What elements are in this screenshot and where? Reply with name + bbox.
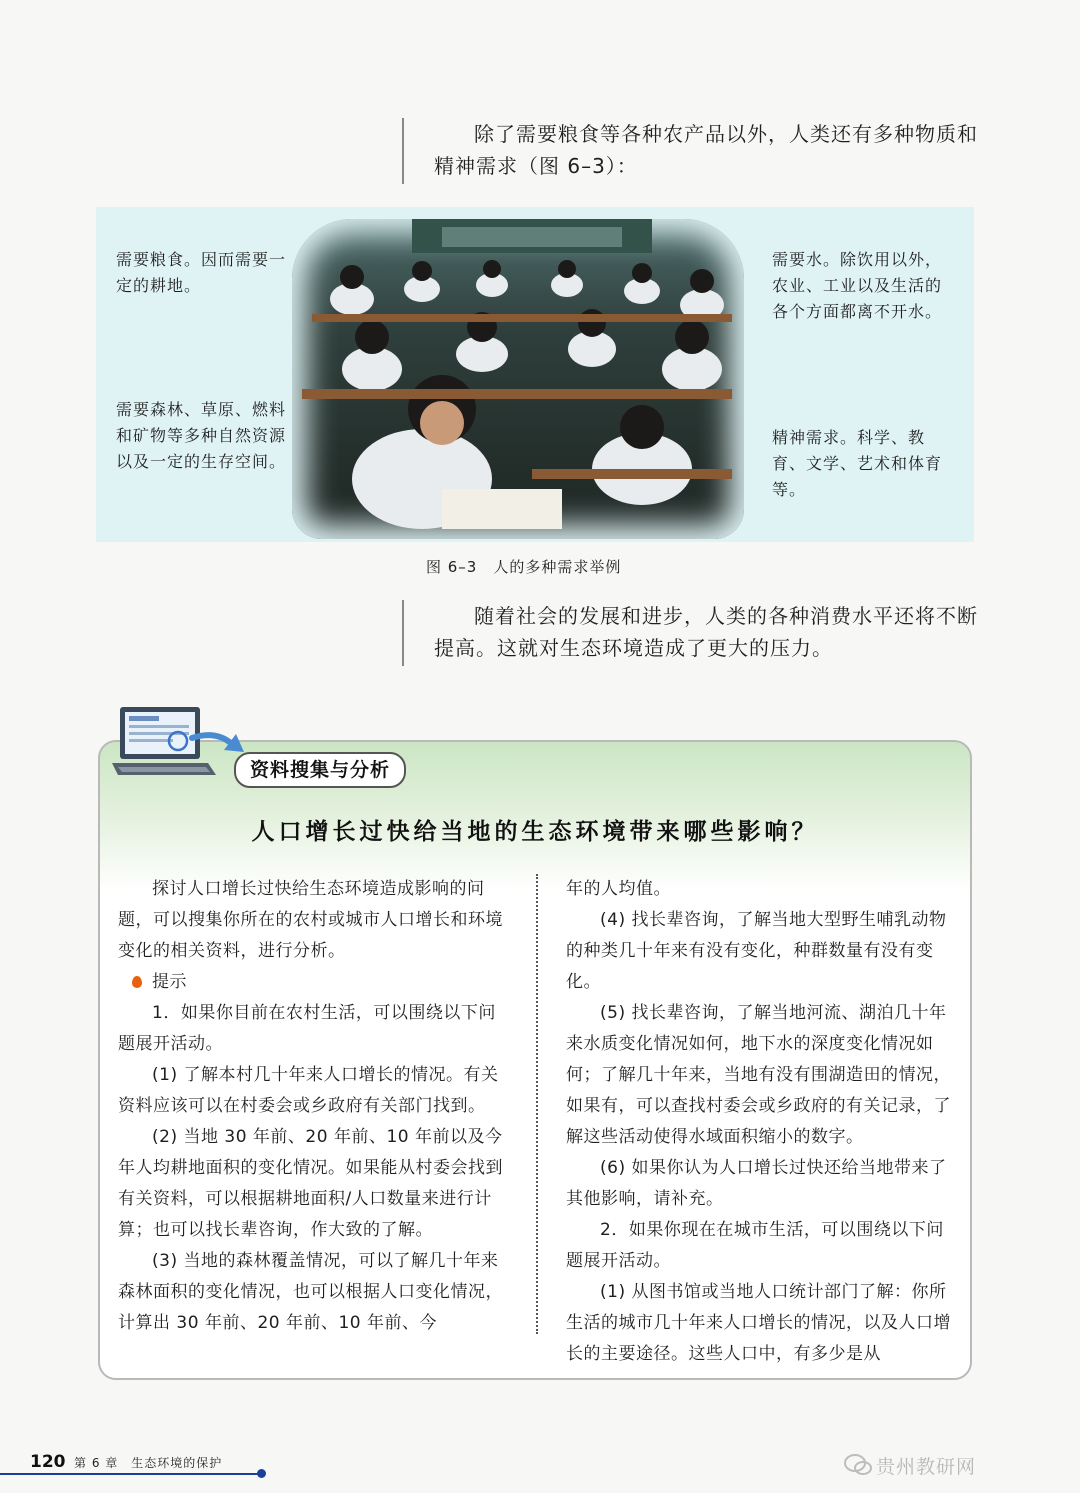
rural-item-5: (5) 找长辈咨询，了解当地河流、湖泊几十年来水质变化情况如何，地下水的深度变化情况如何；了解几十年来，当地有没有围湖造田的情况，如果有，可以查找村委会或乡政府的有关记录，了解这些活动使得水域面积缩小的数字。 bbox=[566, 1003, 951, 1147]
rural-item-2: (2) 当地 30 年前、20 年前、10 年前以及今年人均耕地面积的变化情况。如果能从村委会找到有关资料，可以根据耕地面积/人口数量来进行计算；也可以找长辈咨询，作大致的了解。 bbox=[118, 1127, 503, 1240]
rural-item-3: (3) 当地的森林覆盖情况，可以了解几十年来森林面积的变化情况，也可以根据人口变化情况，计算出 30 年前、20 年前、10 年前、今 bbox=[118, 1251, 503, 1333]
chapter-label: 第 6 章 生态环境的保护 bbox=[74, 1456, 223, 1470]
hint-line bbox=[118, 967, 504, 998]
watermark: 贵州教研网 bbox=[876, 1456, 977, 1478]
footer-rule-dot bbox=[257, 1469, 266, 1478]
intro-paragraph bbox=[402, 118, 992, 184]
classroom-photo bbox=[292, 219, 744, 539]
activity-intro: 探讨人口增长过快给生态环境造成影响的问题，可以搜集你所在的农村或城市人口增长和环境变化的相关资料，进行分析。 bbox=[118, 879, 503, 961]
figure-note-food: 需要粮食。因而需要一定的耕地。 bbox=[116, 250, 287, 295]
drop-icon bbox=[132, 976, 142, 988]
figure-note-spiritual: 精神需求。科学、教育、文学、艺术和体育等。 bbox=[772, 428, 943, 499]
column-divider bbox=[536, 874, 538, 1334]
intro-paragraph-text: 除了需要粮食等各种农产品以外，人类还有多种物质和精神需求（图 6–3）： bbox=[434, 122, 978, 178]
second-paragraph bbox=[402, 600, 992, 666]
rural-item-6: (6) 如果你认为人口增长过快还给当地带来了其他影响，请补充。 bbox=[566, 1158, 947, 1209]
activity-tab-label: 资料搜集与分析 bbox=[234, 752, 406, 788]
rural-item-3-continued: 年的人均值。 bbox=[566, 879, 671, 899]
rural-item-1: (1) 了解本村几十年来人口增长的情况。有关资料应该可以在村委会或乡政府有关部门找到。 bbox=[118, 1065, 499, 1116]
urban-heading: 2．如果你现在在城市生活，可以围绕以下问题展开活动。 bbox=[566, 1220, 944, 1271]
page-number: 120 bbox=[30, 1452, 66, 1472]
second-paragraph-text: 随着社会的发展和进步，人类的各种消费水平还将不断提高。这就对生态环境造成了更大的压力。 bbox=[434, 604, 978, 660]
rural-item-4: (4) 找长辈咨询，了解当地大型野生哺乳动物的种类几十年来有没有变化，种群数量有没有变化。 bbox=[566, 910, 947, 992]
figure-note-resources: 需要森林、草原、燃料和矿物等多种自然资源以及一定的生存空间。 bbox=[116, 400, 287, 471]
activity-right-column bbox=[566, 874, 952, 1370]
footer-rule bbox=[0, 1473, 262, 1475]
wechat-icon bbox=[844, 1453, 872, 1477]
urban-item-1: (1) 从图书馆或当地人口统计部门了解：你所生活的城市几十年来人口增长的情况，以及人口增长的主要途径。这些人口中，有多少是从 bbox=[566, 1282, 951, 1364]
activity-left-column bbox=[118, 874, 504, 1339]
hint-label: 提示 bbox=[152, 972, 187, 992]
figure-6-3 bbox=[96, 207, 974, 542]
activity-title: 人口增长过快给当地的生态环境带来哪些影响？ bbox=[251, 818, 819, 845]
figure-note-water: 需要水。除饮用以外，农业、工业以及生活的各个方面都离不开水。 bbox=[772, 250, 943, 321]
figure-caption: 图 6–3 人的多种需求举例 bbox=[426, 558, 622, 576]
classroom-photo-illustration bbox=[292, 219, 744, 539]
rural-heading: 1．如果你目前在农村生活，可以围绕以下问题展开活动。 bbox=[118, 1003, 496, 1054]
